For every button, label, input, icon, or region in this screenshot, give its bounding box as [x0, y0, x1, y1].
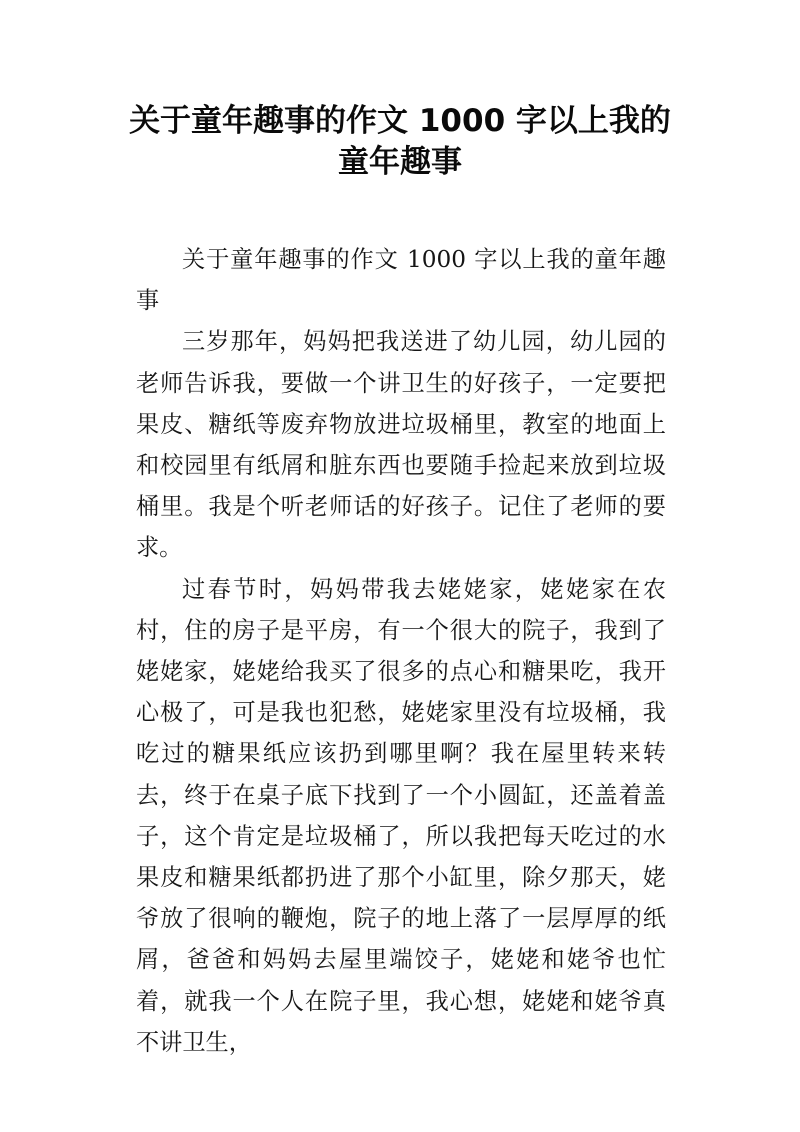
paragraph-spring-festival: 过春节时，妈妈带我去姥姥家，姥姥家在农村，住的房子是平房，有一个很大的院子，我到了姥姥家，姥姥给我买了很多的点心和糖果吃，我开心极了，可是我也犯愁，姥姥家里没有垃圾桶，我吃过的糖果纸应该扔到哪里啊？我在屋里转来转去，终于在桌子底下找到了一个小圆缸，还盖着盖子，这个肯定是垃圾桶了，所以我把每天吃过的水果皮和糖果纸都扔进了那个小缸里，除夕那天，姥爷放了很响的鞭炮，院子的地上落了一层厚厚的纸屑，爸爸和妈妈去屋里端饺子，姥姥和姥爷也忙着，就我一个人在院子里，我心想，姥姥和姥爷真不讲卫生，	[136, 575, 666, 1056]
document-title	[100, 101, 700, 183]
title-line-1: 关于童年趣事的作文 1000 字以上我的	[129, 103, 671, 139]
document-body	[136, 239, 666, 1063]
title-line-2: 童年趣事	[338, 144, 462, 180]
paragraph-heading-repeat: 关于童年趣事的作文 1000 字以上我的童年趣事	[136, 246, 666, 315]
paragraph-kindergarten: 三岁那年，妈妈把我送进了幼儿园，幼儿园的老师告诉我，要做一个讲卫生的好孩子，一定要把果皮、糖纸等废弃物放进垃圾桶里，教室的地面上和校园里有纸屑和脏东西也要随手捡起来放到垃圾桶里。我是个听老师话的好孩子。记住了老师的要求。	[136, 328, 666, 562]
